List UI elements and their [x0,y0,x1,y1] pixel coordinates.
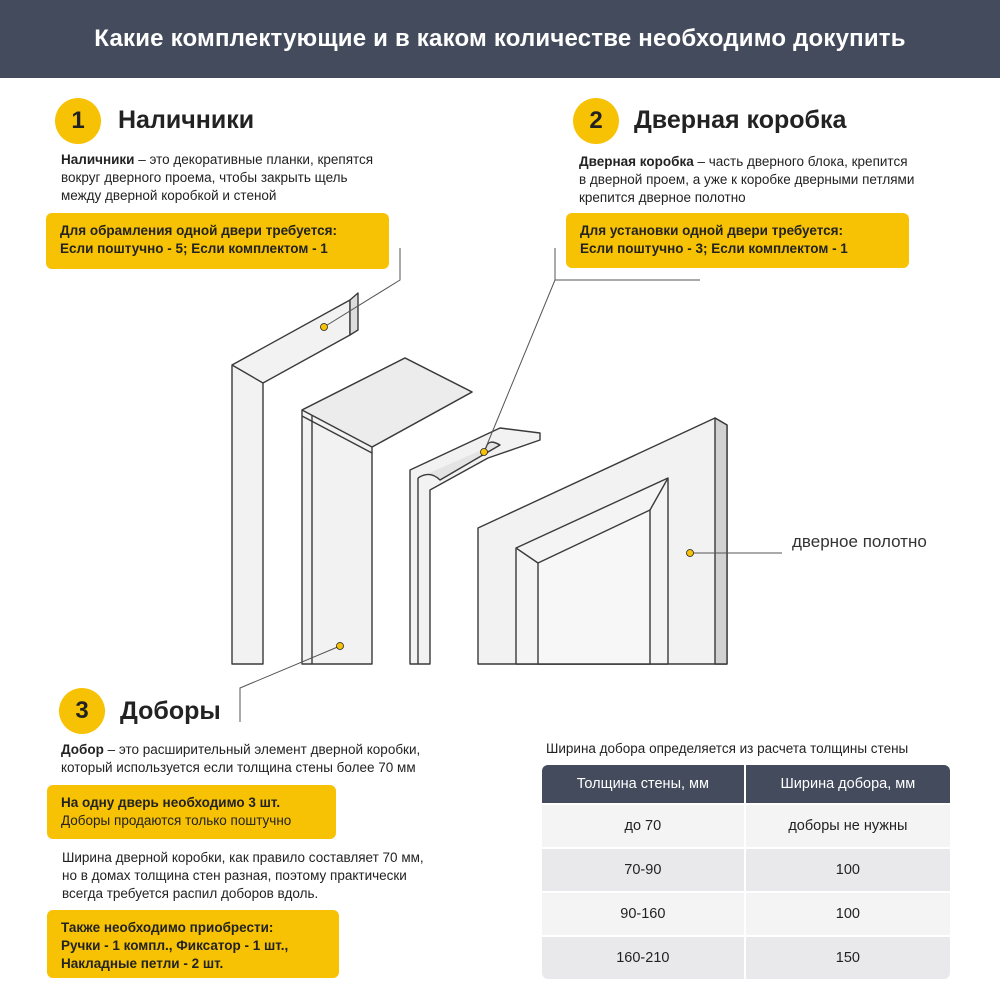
section-2-callout-line-2: Если поштучно - 3; Если комплектом - 1 [580,241,848,256]
section-3-callout-normal: Доборы продаются только поштучно [61,813,292,828]
table-cell: 90-160 [542,891,746,935]
section-1-title: Наличники [118,106,255,134]
door-leaf-label: дверное полотно [792,532,927,551]
table-row [542,935,950,979]
section-3-title: Доборы [120,697,221,725]
casing-marker [321,324,328,331]
section-3-callout-bold: На одну дверь необходимо 3 шт. [61,795,281,810]
page-title: Какие комплектующие и в каком количестве необходимо докупить [94,25,906,52]
section-1-term: Наличники [61,152,135,167]
table-cell: доборы не нужны [746,803,950,847]
table-caption: Ширина добора определяется из расчета толщины стены [546,741,909,756]
section-3-desc-line-2: который используется если толщина стены более 70 мм [61,760,416,775]
section-1-callout-line-1: Для обрамления одной двери требуется: [60,223,338,238]
section-3-number-badge: 3 [59,688,105,734]
section-2-desc-line-3: крепится дверное полотно [579,190,746,205]
frame-marker [481,449,488,456]
section-3-note-line-3: всегда требуется распил доборов вдоль. [62,886,319,901]
door-leaf-illustration [478,418,727,664]
purchase-callout-line-2: Ручки - 1 компл., Фиксатор - 1 шт., [61,938,289,953]
section-3-description [61,741,481,777]
door-leaf-marker [687,550,694,557]
table-cell: 100 [746,847,950,891]
section-3-callout [47,785,336,839]
section-2-desc-line-2: в дверной проем, а уже к коробке дверными петлями [579,172,915,187]
table-cell: 160-210 [542,935,746,979]
section-3-note-line-1: Ширина дверной коробки, как правило составляет 70 мм, [62,850,424,865]
table-cell: 150 [746,935,950,979]
table-cell: 100 [746,891,950,935]
table-cell: до 70 [542,803,746,847]
table-row [542,847,950,891]
section-3-note [62,849,482,903]
purchase-callout-line-1: Также необходимо приобрести: [61,920,274,935]
section-2-term: Дверная коробка [579,154,694,169]
extension-marker [337,643,344,650]
section-2-desc-line-1: – часть дверного блока, крепится [697,154,908,169]
section-3-desc-line-1: – это расширительный элемент дверной коробки, [107,742,421,757]
table-cell: 70-90 [542,847,746,891]
purchase-callout-line-3: Накладные петли - 2 шт. [61,956,224,971]
section-2-title: Дверная коробка [634,106,847,134]
section-2-number-badge: 2 [573,98,619,144]
table-header-extension: Ширина добора, мм [746,765,950,803]
section-1-desc-line-3: между дверной коробкой и стеной [61,188,277,203]
wall-thickness-table [542,765,950,979]
section-1-number-badge: 1 [55,98,101,144]
section-1-callout-line-2: Если поштучно - 5; Если комплектом - 1 [60,241,328,256]
table-row [542,891,950,935]
frame-leader-line [484,248,555,452]
section-3-purchase-callout [47,910,339,978]
section-1-desc-line-2: вокруг дверного проема, чтобы закрыть щель [61,170,348,185]
section-2-callout-line-1: Для установки одной двери требуется: [580,223,844,238]
section-3-note-line-2: но в домах толщина стен разная, поэтому практически [62,868,407,883]
door-frame-illustration [302,358,472,664]
section-3-term: Добор [61,742,104,757]
table-header-wall: Толщина стены, мм [542,765,746,803]
table-row [542,803,950,847]
section-1-desc-line-1: – это декоративные планки, крепятся [138,152,374,167]
